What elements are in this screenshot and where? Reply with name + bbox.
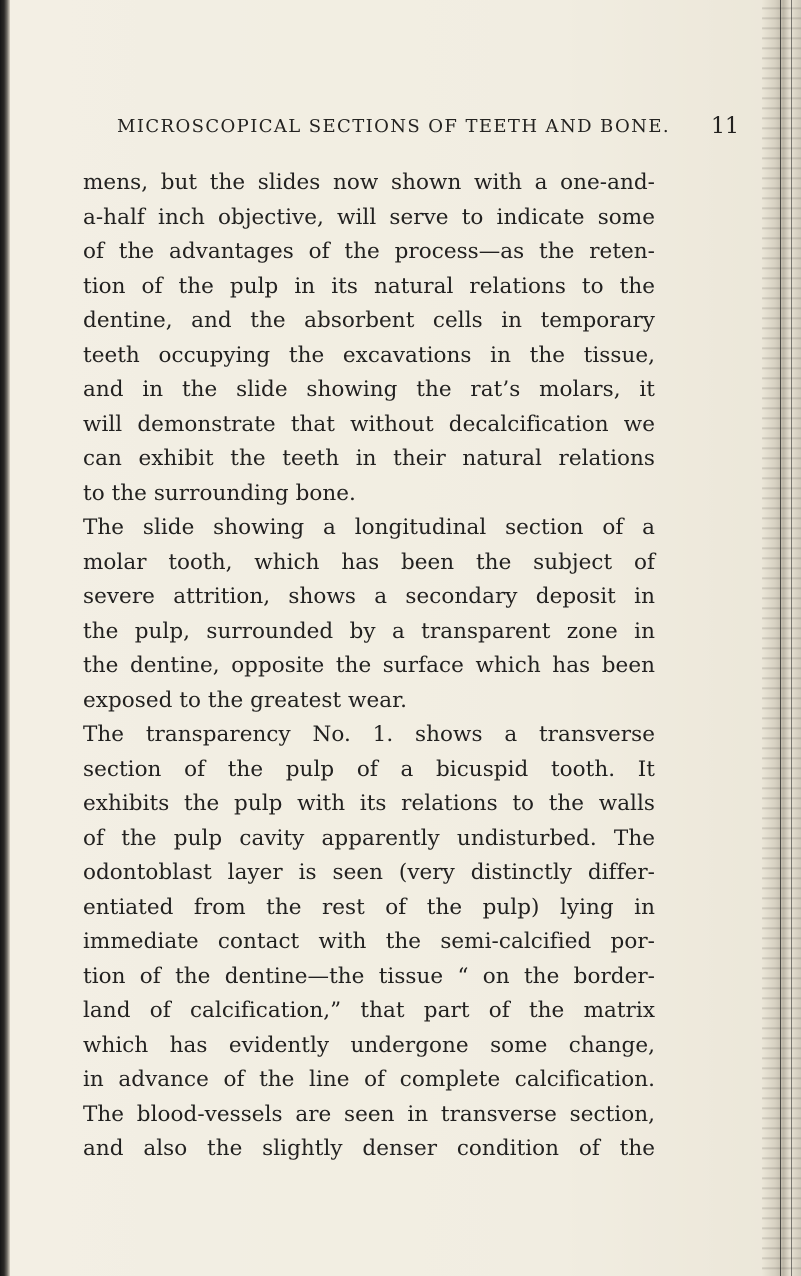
text-line: immediate contact with the semi-calcified por- <box>83 929 655 954</box>
text-line: which has evidently undergone some change, <box>83 1032 655 1058</box>
text-line: section of the pulp of a bicuspid tooth. It <box>83 756 655 782</box>
right-page-edges <box>762 0 801 1276</box>
text-line: of the pulp cavity apparently undisturbed. The <box>83 825 655 851</box>
text-line: in advance of the line of complete calcification. <box>83 1067 655 1092</box>
text-line: The slide showing a longitudinal section of a <box>83 515 655 540</box>
text-line: teeth occupying the excavations in the tissue, <box>83 342 655 368</box>
header-title: MICROSCOPICAL SECTIONS OF TEETH AND BONE. <box>117 116 670 137</box>
text-line: odontoblast layer is seen (very distinctly differ- <box>83 860 655 885</box>
text-line: mens, but the slides now shown with a one-and- <box>83 170 655 195</box>
body-text <box>83 166 655 1167</box>
text-line: exposed to the greatest wear. <box>83 687 407 713</box>
text-line: tion of the pulp in its natural relations to the <box>83 273 655 299</box>
text-line: molar tooth, which has been the subject of <box>83 549 655 575</box>
text-line: the dentine, opposite the surface which has been <box>83 653 655 678</box>
text-line: a-half inch objective, will serve to indicate some <box>83 204 655 230</box>
text-line: to the surrounding bone. <box>83 480 356 506</box>
text-line: tion of the dentine—the tissue “ on the border- <box>83 963 655 989</box>
text-line: The transparency No. 1. shows a transverse <box>83 722 655 747</box>
running-head <box>107 114 747 144</box>
text-line: can exhibit the teeth in their natural relations <box>83 446 655 471</box>
text-line: land of calcification,” that part of the matrix <box>83 998 655 1023</box>
text-line: severe attrition, shows a secondary deposit in <box>83 584 655 609</box>
text-line: the pulp, surrounded by a transparent zone in <box>83 618 655 644</box>
text-line: and in the slide showing the rat’s molars, it <box>83 377 655 402</box>
text-line: exhibits the pulp with its relations to the walls <box>83 791 655 816</box>
right-edge-line <box>780 0 781 1276</box>
right-edge-line <box>791 0 792 1276</box>
left-page-edge-shadow <box>0 0 10 1276</box>
text-line: The blood-vessels are seen in transverse section, <box>83 1101 655 1127</box>
text-line: entiated from the rest of the pulp) lying in <box>83 894 655 920</box>
text-line: will demonstrate that without decalcification we <box>83 411 655 437</box>
text-line: dentine, and the absorbent cells in temporary <box>83 308 655 333</box>
text-line: of the advantages of the process—as the reten- <box>83 239 655 264</box>
page-number: 11 <box>711 114 739 139</box>
text-line: and also the slightly denser condition of the <box>83 1136 655 1161</box>
